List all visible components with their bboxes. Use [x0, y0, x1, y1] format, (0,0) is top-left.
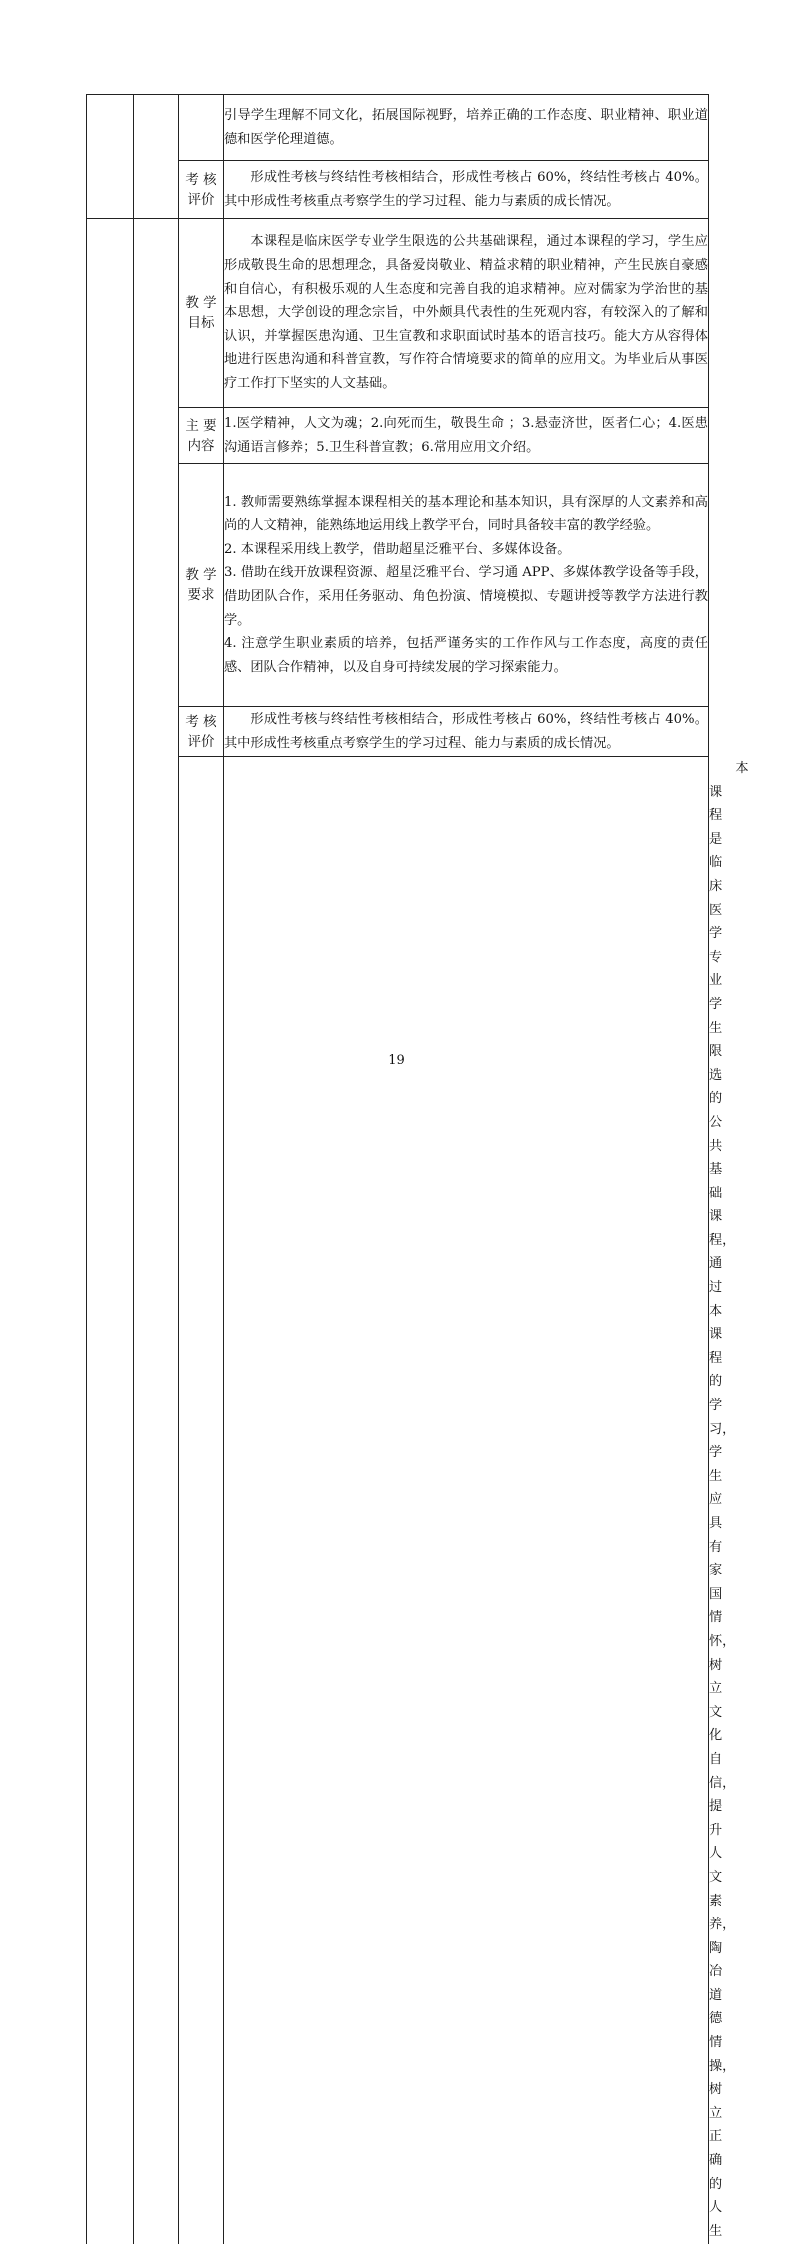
course-table — [86, 94, 709, 2244]
teaching-goal-cell — [224, 95, 709, 161]
course-number — [87, 219, 134, 2244]
assessment-label: 考 核 评价 — [179, 707, 224, 757]
table-row — [87, 707, 709, 757]
table-row — [87, 219, 709, 408]
assessment-text: 形成性考核与终结性考核相结合，形成性考核占 60%，终结性考核占 40%。其中形成性考核重点考察学生的学习过程、能力与素质的成长情况。 — [224, 708, 708, 755]
assessment-label: 考 核 评价 — [179, 161, 224, 219]
assessment-text: 形成性考核与终结性考核相结合，形成性考核占 60%，终结性考核占 40%。其中形成性考核重点考察学生的学习过程、能力与素质的成长情况。 — [224, 166, 708, 213]
assessment-cell — [224, 707, 709, 757]
requirement-item: 1. 教师需要熟练掌握本课程相关的基本理论和基本知识，具有深厚的人文素养和高尚的人文精神，能熟练地运用线上教学平台，同时具备较丰富的教学经验。 — [224, 491, 708, 538]
course-name-cell — [134, 95, 179, 219]
course-number-cell — [87, 95, 134, 219]
requirement-item: 2. 本课程采用线上教学，借助超星泛雅平台、多媒体设备。 — [224, 538, 708, 562]
table-row — [87, 408, 709, 464]
table-row — [87, 161, 709, 219]
teaching-goal-label: 教 学 目标 — [179, 219, 224, 408]
course-name — [134, 219, 179, 2244]
table-row — [87, 95, 709, 161]
teaching-goal-cell — [224, 219, 709, 408]
requirement-item: 3. 借助在线开放课程资源、超星泛雅平台、学习通 APP、多媒体教学设备等手段，借助团队合作，采用任务驱动、角色扮演、情境模拟、专题讲授等教学方法进行教学。 — [224, 561, 708, 632]
teaching-requirement-cell — [224, 464, 709, 707]
assessment-cell — [224, 161, 709, 219]
requirement-item: 4. 注意学生职业素质的培养，包括严谨务实的工作作风与工作态度，高度的责任感、团队合作精神，以及自身可持续发展的学习探索能力。 — [224, 632, 708, 679]
row-label-cell — [179, 95, 224, 161]
teaching-goal-text: 本课程是临床医学专业学生限选的公共基础课程，通过本课程的学习，学生应形成敬畏生命的思想理念，具备爱岗敬业、精益求精的职业精神，产生民族自豪感和自信心，有积极乐观的人生态度和完善自我的追求精神。应对儒家为学治世的基本思想，大学创设的理念宗旨，中外颇具代表性的生死观内容，有较深入的了解和认识，并掌握医患沟通、卫生宣教和求职面试时基本的语言技巧。能大方从容得体地进行医患沟通和科普宣教，写作符合情境要求的简单的应用文。为毕业后从事医疗工作打下坚实的人文基础。 — [224, 230, 708, 395]
course-name — [224, 757, 709, 2244]
course-number — [179, 757, 224, 2244]
table-row — [87, 464, 709, 707]
teaching-requirement-label: 教 学 要求 — [179, 464, 224, 707]
page-number: 19 — [0, 1053, 793, 1068]
table-row: 本课程是临床医学专业学生限选的公共基础课程，通过本课程的学习，学生应具有家国情怀，树立文化自信，提升人文素养，陶冶道德情操，树立正确的人生 — [87, 757, 709, 2244]
main-content-text: 1.医学精神，人文为魂；2.向死而生，敬畏生命 ；3.悬壶济世，医者仁心；4.医患沟通语言修养；5.卫生科普宣教；6.常用应用文介绍。 — [224, 412, 708, 459]
main-content-cell — [224, 408, 709, 464]
main-content-label: 主 要 内容 — [179, 408, 224, 464]
teaching-goal-text: 引导学生理解不同文化，拓展国际视野，培养正确的工作态度、职业精神、职业道德和医学伦理道德。 — [224, 104, 708, 151]
